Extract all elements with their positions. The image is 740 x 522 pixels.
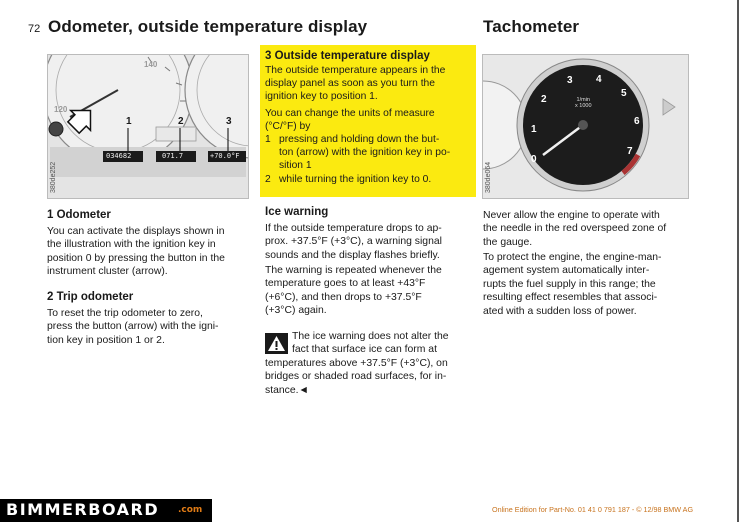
- text-line: rupts the fuel supply in this range; the: [483, 278, 656, 290]
- callout-1: 1: [126, 116, 132, 127]
- tach-number-4: 4: [596, 74, 602, 85]
- tach-number-7: 7: [627, 146, 633, 157]
- text-line: 1/min: [576, 97, 590, 103]
- text-line: ated with a sudden loss of power.: [483, 305, 637, 317]
- logo-text: BIMMERBOARD: [6, 500, 160, 519]
- trip-odometer-title: 2 Trip odometer: [47, 291, 134, 303]
- text-line: You can activate the displays shown in: [47, 226, 225, 237]
- tach-number-6: 6: [634, 116, 640, 127]
- text-line: bridges or shaded road surfaces, for in-: [265, 371, 447, 383]
- tachometer-illustration: [483, 55, 688, 198]
- instrument-cluster-illustration: [48, 55, 248, 198]
- bimmerboard-logo[interactable]: [0, 499, 212, 522]
- figure-code: 380de252: [50, 161, 57, 193]
- text-line: sounds and the display flashes briefly.: [265, 249, 440, 261]
- text-line: sition 1: [279, 160, 312, 172]
- odometer-title: 1 Odometer: [47, 209, 111, 221]
- odometer-display: 034682: [106, 152, 132, 160]
- text-line: x 1000: [575, 103, 592, 109]
- tachometer-para-2: [483, 251, 703, 318]
- callout-para-2: [265, 107, 471, 133]
- text-line: stance.◄: [265, 384, 309, 396]
- ice-warning-para-1: [265, 222, 477, 262]
- tach-number-2: 2: [541, 94, 547, 105]
- temperature-callout-box: [260, 45, 476, 197]
- text-line: You can change the units of measure: [265, 107, 435, 119]
- callout-3: 3: [226, 116, 232, 127]
- page-number: 72: [28, 23, 41, 35]
- tach-number-1: 1: [531, 124, 537, 135]
- text-line: ignition key to position 1.: [265, 91, 378, 103]
- tachometer-para-1: [483, 209, 703, 249]
- callout-list-item-1: [265, 133, 471, 173]
- text-line: fact that surface ice can form at: [292, 344, 437, 356]
- text-line: agement system automatically inter-: [483, 265, 650, 277]
- trip-odometer-body: [47, 307, 257, 347]
- callout-list-item-2: [265, 173, 471, 186]
- text-line: To reset the trip odometer to zero,: [47, 308, 203, 319]
- text-line: Never allow the engine to operate with: [483, 210, 660, 221]
- tach-number-0: 0: [531, 154, 537, 165]
- temperature-display: +70.0°F: [210, 152, 240, 160]
- text-line: (+6°C), and then drops to +37.5°F: [265, 291, 422, 303]
- text-line: press the button (arrow) with the igni-: [47, 321, 219, 333]
- text-line: The warning is repeated whenever the: [265, 265, 442, 276]
- text-line: tion key in position 1 or 2.: [47, 334, 165, 346]
- tach-unit-label: [575, 97, 592, 109]
- trip-display: 071.7: [162, 152, 184, 160]
- text-line: (+3°C) again.: [265, 305, 327, 317]
- callout-2: 2: [178, 116, 184, 127]
- text-line: while turning the ignition key to 0.: [279, 173, 432, 185]
- text-line: the needle in the red overspeed zone of: [483, 223, 667, 235]
- text-line: If the outside temperature drops to ap-: [265, 223, 442, 234]
- text-line: The ice warning does not alter the: [292, 331, 449, 342]
- text-line: ton (arrow) with the ignition key in po-: [279, 147, 451, 159]
- text-line: position 0 by pressing the button in the: [47, 252, 225, 264]
- tachometer-figure: [482, 54, 689, 199]
- text-line: To protect the engine, the engine-man-: [483, 252, 662, 263]
- logo-suffix: .com: [178, 505, 203, 515]
- edition-note: Online Edition for Part-No. 01 41 0 791 187 - © 12/98 BMW AG: [492, 505, 694, 514]
- dial-number-140: 140: [144, 60, 158, 69]
- text-line: temperatures above +37.5°F (+3°C), on: [265, 357, 448, 369]
- list-number: 2: [265, 173, 271, 185]
- figure-code: 380de064: [485, 161, 492, 193]
- ice-warning-note: [265, 330, 477, 397]
- callout-title: 3 Outside temperature display: [265, 50, 430, 62]
- text-line: pressing and holding down the but-: [279, 134, 440, 146]
- right-heading: Tachometer: [483, 17, 580, 36]
- odometer-figure: [47, 54, 249, 199]
- text-line: (°C/°F) by: [265, 120, 311, 132]
- ice-warning-title: Ice warning: [265, 206, 329, 218]
- odometer-body: [47, 225, 257, 279]
- text-line: prox. +37.5°F (+3°C), a warning signal: [265, 236, 442, 248]
- text-line: the gauge.: [483, 236, 533, 248]
- text-line: display panel as soon as you turn the: [265, 78, 436, 90]
- list-number: 1: [265, 134, 271, 146]
- text-line: resulting effect resembles that associ-: [483, 292, 658, 304]
- text-line: temperature goes to at least +43°F: [265, 278, 426, 290]
- ice-warning-para-2: [265, 264, 477, 318]
- tach-number-5: 5: [621, 88, 627, 99]
- dial-number-120: 120: [54, 105, 68, 114]
- text-line: the illustration with the ignition key in: [47, 239, 216, 251]
- tach-number-3: 3: [567, 75, 573, 86]
- left-heading: Odometer, outside temperature display: [48, 17, 368, 36]
- callout-para-1: [265, 64, 471, 104]
- text-line: instrument cluster (arrow).: [47, 266, 168, 278]
- text-line: The outside temperature appears in the: [265, 65, 446, 76]
- page-edge: [737, 0, 739, 522]
